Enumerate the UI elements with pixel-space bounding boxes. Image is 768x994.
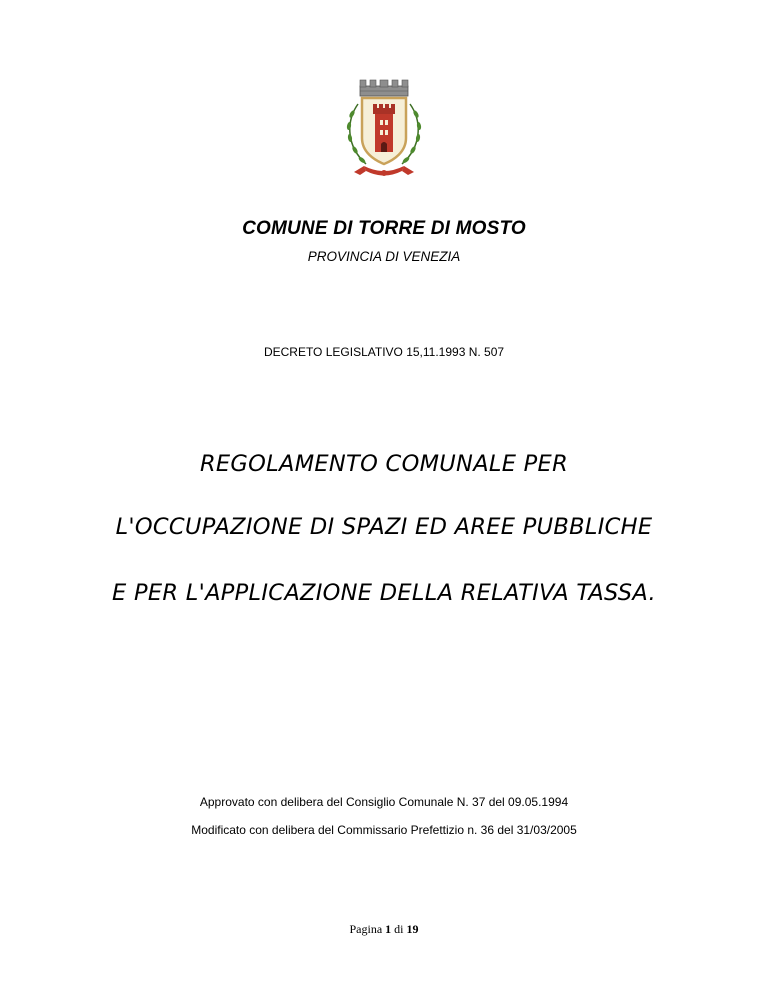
approval-note: Approvato con delibera del Consiglio Comunale N. 37 del 09.05.1994 — [199, 795, 569, 809]
comune-title: COMUNE DI TORRE DI MOSTO — [242, 218, 526, 239]
of-word: di — [394, 922, 404, 936]
regulation-title-line-2: L'OCCUPAZIONE DI SPAZI ED AREE PUBBLICHE — [115, 514, 653, 540]
crown-icon — [360, 80, 408, 96]
page-footer — [0, 922, 768, 937]
provincia-subtitle: PROVINCIA DI VENEZIA — [307, 249, 461, 264]
regulation-title-line-1: REGOLAMENTO COMUNALE PER — [199, 451, 569, 477]
modification-note: Modificato con delibera del Commissario Prefettizio n. 36 del 31/03/2005 — [191, 823, 577, 837]
page-word: Pagina — [349, 922, 383, 936]
page-number: 1 — [385, 922, 392, 936]
tower-icon — [373, 104, 395, 152]
total-pages: 19 — [406, 922, 419, 936]
decreto-reference: DECRETO LEGISLATIVO 15,11.1993 N. 507 — [263, 345, 505, 359]
regulation-title-line-3: E PER L'APPLICAZIONE DELLA RELATIVA TASSA. — [112, 580, 656, 606]
ribbon-icon — [354, 166, 414, 176]
coat-of-arms-image — [336, 76, 432, 182]
